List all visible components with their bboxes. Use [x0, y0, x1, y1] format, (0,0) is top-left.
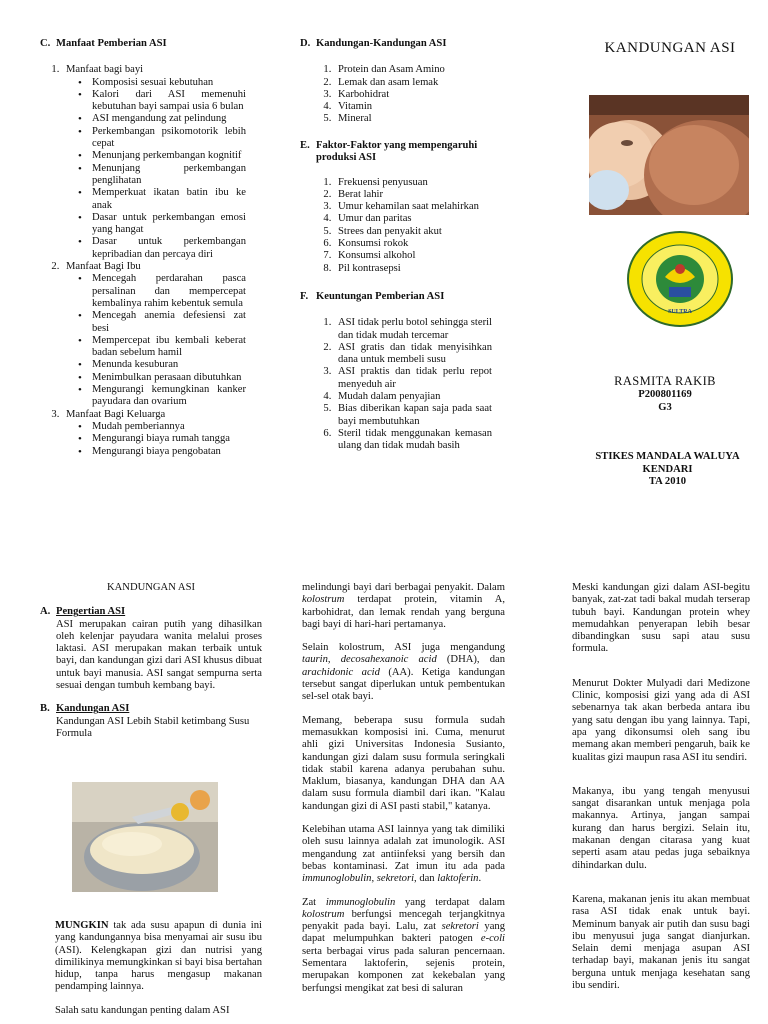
- list-item: • Perkembangan psikomotorik lebih cepat: [92, 126, 246, 151]
- section-a-text: ASI merupakan cairan putih yang dihasilkan oleh kelenjar payudara wanita melalui proses laktasi. ASI merupakan makan terbaik untuk bayi, dan kandungan gizi dari ASI khusus dibuat untuk bayi manusia. ASI sangat sempurna serta sesuai dengan tumbuh kembang bayi.: [56, 618, 262, 692]
- benefit-group-family: 3. Manfaat Bagi Keluarga • Mudah pemberiannya • Mengurangi biaya rumah tangga • Mengurangi biaya pengobatan: [62, 409, 246, 458]
- section-e: [300, 140, 500, 275]
- breastfeeding-photo: [589, 95, 749, 215]
- list-item: • Menunjang perkembangan penglihatan: [92, 163, 246, 188]
- list-item: 5. Mineral: [334, 113, 500, 125]
- paragraph-dha: Selain kolostrum, ASI juga mengandung taurin, decosahexanoic acid (DHA), dan arachidonic acid (AA). Ketiga kandungan tersebut sangat diperlukan untuk pembentukan sel-sel otak bayi.: [302, 642, 505, 703]
- list-item: • ASI mengandung zat pelindung: [92, 113, 246, 125]
- list-item: 5. Strees dan penyakit akut: [334, 226, 500, 238]
- paragraph-air-putih: Karena, makanan jenis itu akan membuat rasa ASI tidak enak untuk bayi. Meminum banyak air putih dan susu bagi ibu menyusui juga sangat dianjurkan. Selain demi menjaga asupan ASI terhadap bayi, makanan jenis itu sangat berguna untuk menjaga kesehatan sang ibu sendiri.: [572, 893, 750, 992]
- benefit-group-mother: 2. Manfaat Bagi Ibu • Mencegah perdarahan pasca persalinan dan mempercepat kembalinya rahim kebentuk semula • Mencegah anemia defesiensi zat besi • Mempercepat ibu kembali keberat badan sebelum hamil • Menunda kesuburan • Menimbulkan perasaan dibutuhkan • Mengurangi kemungkinan kanker payudara dan ovarium: [62, 261, 246, 409]
- list-item: 3. Karbohidrat: [334, 89, 500, 101]
- list-item: • Mengurangi biaya rumah tangga: [92, 433, 246, 445]
- family-benefits: [66, 421, 246, 458]
- author-nim: P200801169: [638, 389, 692, 401]
- author-group: G3: [658, 401, 672, 413]
- section-b-text: Kandungan ASI Lebih Stabil ketimbang Susu Formula: [56, 715, 250, 739]
- mother-benefits: [66, 273, 246, 408]
- formula-milk-photo: [72, 782, 218, 892]
- section-d: [300, 38, 500, 126]
- list-item: • Menunda kesuburan: [92, 359, 246, 371]
- list-item: 2. Lemak dan asam lemak: [334, 77, 500, 89]
- list-item: • Mengurangi biaya pengobatan: [92, 446, 246, 458]
- list-item: • Kalori dari ASI memenuhi kebutuhan bayi sampai usia 6 bulan: [92, 89, 246, 114]
- breastfeeding-image: [589, 95, 749, 215]
- list-item: 1. ASI tidak perlu botol sehingga steril dan tidak mudah tercemar: [334, 317, 492, 342]
- baby-benefits: [66, 77, 246, 261]
- list-item: 4. Umur dan paritas: [334, 213, 500, 225]
- list-item: 3. ASI praktis dan tidak perlu repot menyeduh air: [334, 366, 492, 391]
- section-f-list: [300, 317, 492, 452]
- paragraph-immunoglobulin: Zat immunoglobulin yang terdapat dalam kolostrum berfungsi mencegah terjangkitnya penyakit pada bayi. Lalu, zat sekretori yang dapat melumpuhkan bakteri patogen e-coli serta berbagai virus pada saluran pencernaan. Sementara laktoferin, sejenis protein, merupakan komponen zat kekebalan yang berfungsi mengikat zat besi di saluran: [302, 896, 505, 994]
- list-item: 3. Umur kehamilan saat melahirkan: [334, 201, 500, 213]
- list-item: 2. Berat lahir: [334, 189, 500, 201]
- list-item: • Mengurangi kemungkinan kanker payudara dan ovarium: [92, 384, 246, 409]
- list-item: 6. Konsumsi rokok: [334, 238, 500, 250]
- benefit-group-baby: 1. Manfaat bagi bayi • Komposisi sesuai kebutuhan • Kalori dari ASI memenuhi kebutuhan bayi sampai usia 6 bulan • ASI mengandung zat pelindung • Perkembangan psikomotorik lebih cepat • Menunjang perkembangan kognitif • Menunjang perkembangan penglihatan • Memperkuat ikatan batin ibu ke anak • Dasar untuk perkembangan emosi yang hangat • Dasar untuk perkembangan kepribadian dan percaya diri: [62, 64, 246, 261]
- list-item: 1. Frekuensi penyusuan: [334, 177, 500, 189]
- section-c-list: [40, 64, 246, 458]
- paragraph-kolostrum: melindungi bayi dari berbagai penyakit. Dalam kolostrum terdapat protein, vitamin A, karbohidrat, dan lemak rendah yang berguna bagi bayi di hari-hari pertamanya.: [302, 582, 505, 630]
- bottom-col-3: [572, 582, 750, 992]
- section-c: [40, 38, 246, 458]
- list-item: 4. Mudah dalam penyajian: [334, 391, 492, 403]
- list-item: • Menunjang perkembangan kognitif: [92, 150, 246, 162]
- list-item: • Dasar untuk perkembangan kepribadian dan percaya diri: [92, 236, 246, 261]
- list-item: • Komposisi sesuai kebutuhan: [92, 77, 246, 89]
- list-item: 8. Pil kontrasepsi: [334, 263, 500, 275]
- list-item: 7. Konsumsi alkohol: [334, 250, 500, 262]
- section-b-title: B. Kandungan ASI: [40, 703, 130, 715]
- paragraph-salah: Salah satu kandungan penting dalam ASI: [55, 1004, 230, 1016]
- section-e-list: [300, 177, 500, 275]
- paragraph-mungkin: MUNGKIN tak ada susu apapun di dunia ini yang kandungannya bisa menyamai air susu ibu (ASI). Kelengkapan gizi dan nutrisi yang dimilikinya memungkinkan si bayi bisa bertahan hidup, tanpa harus mengasup makanan pendamping lainnya.: [55, 920, 262, 993]
- author-name: RASMITA RAKIB: [614, 374, 716, 388]
- paragraph-mulyadi: Menurut Dokter Mulyadi dari Medizone Clinic, komposisi gizi yang ada di ASI sebenarnya tak akan berbeda antara ibu yang satu dengan ibu yang lainnya. Tapi, apa yang dikonsumsi oleh sang ibu memang akan memberi pengaruh, baik ke kualitas gizi maupun rasa ASI itu sendiri.: [572, 677, 750, 763]
- list-item: 1. Protein dan Asam Amino: [334, 64, 500, 76]
- list-item: • Memperkuat ikatan batin ibu ke anak: [92, 187, 246, 212]
- author-block: [590, 375, 740, 414]
- list-item: • Menimbulkan perasaan dibutuhkan: [92, 372, 246, 384]
- list-item: 4. Vitamin: [334, 101, 500, 113]
- paragraph-formula: Memang, beberapa susu formula sudah memasukkan komposisi ini. Cuma, menurut ahli gizi Universitas Indonesia Susianto, kandungan gizi dalam susu formula seringkali tidak stabil karena adanya perubahan suhu. Maklum, biasanya, kandungan DHA dan AA dalam susu formula diambil dari ikan. "Kalau kandungan gizi di ASI pasti stabil," katanya.: [302, 714, 505, 812]
- institution-city: KENDARI: [642, 463, 693, 475]
- logo-bottom-text: SULTRA: [668, 309, 692, 315]
- institution-name: STIKES MANDALA WALUYA: [595, 451, 740, 462]
- list-item: • Dasar untuk perkembangan emosi yang hangat: [92, 212, 246, 237]
- formula-image: [72, 782, 218, 892]
- list-item: • Mencegah anemia defesiensi zat besi: [92, 310, 246, 335]
- section-f-title: F. Keuntungan Pemberian ASI: [300, 291, 445, 302]
- section-d-list: [300, 64, 500, 125]
- academic-year: TA 2010: [648, 476, 687, 487]
- cover-title: KANDUNGAN ASI: [604, 40, 736, 56]
- paragraph-imunologik: Kelebihan utama ASI lainnya yang tak dimiliki oleh susu lainnya adalah zat imunologik. ASI mengandung zat antiinfeksi yang bersih dan bebas kontaminasi. Zat imun itu ada pada immunoglobulin, sekretori, dan laktoferin.: [302, 824, 505, 885]
- list-item: • Mempercepat ibu kembali keberat badan sebelum hamil: [92, 335, 246, 360]
- paragraph-pola-makan: Makanya, ibu yang tengah menyusui sangat disarankan untuk menjaga pola makannya. Artinya, jangan sampai kurang dan harus bergizi. Selain itu, makanan dengan citarasa yang kuat seperti asam atau pedas juga sebaiknya dihindarkan dulu.: [572, 785, 750, 871]
- list-item: • Mudah pemberiannya: [92, 421, 246, 433]
- list-item: 2. ASI gratis dan tidak menyisihkan dana untuk membeli susu: [334, 342, 492, 367]
- section-a-title: A. Pengertian ASI: [40, 606, 126, 618]
- section-f: [300, 291, 492, 453]
- bottom-heading: KANDUNGAN ASI: [107, 582, 195, 593]
- stikes-logo: [625, 229, 735, 329]
- section-e-title: E. Faktor-Faktor yang mempengaruhi produksi ASI: [300, 140, 478, 164]
- section-d-title: D. Kandungan-Kandungan ASI: [300, 38, 447, 49]
- section-c-title: C. Manfaat Pemberian ASI: [40, 38, 167, 49]
- bottom-col-2: [302, 582, 505, 995]
- list-item: 5. Bias diberikan kapan saja pada saat bayi membutuhkan: [334, 403, 492, 428]
- paragraph-whey: Meski kandungan gizi dalam ASI-begitu banyak, zat-zat tadi bakal mudah terserap tubuh bayi. Kandungan protein whey memudahkan penyerapan lebih besar dibandingkan susu sapi atau susu formula.: [572, 582, 750, 655]
- institution-block: [580, 451, 755, 489]
- bottom-col-1-lower: [55, 920, 262, 1017]
- bottom-col-1: [40, 582, 262, 740]
- list-item: • Mencegah perdarahan pasca persalinan dan mempercepat kembalinya rahim kebentuk semula: [92, 273, 246, 310]
- list-item: 6. Steril tidak menggunakan kemasan ulang dan tidak mudah basih: [334, 428, 492, 453]
